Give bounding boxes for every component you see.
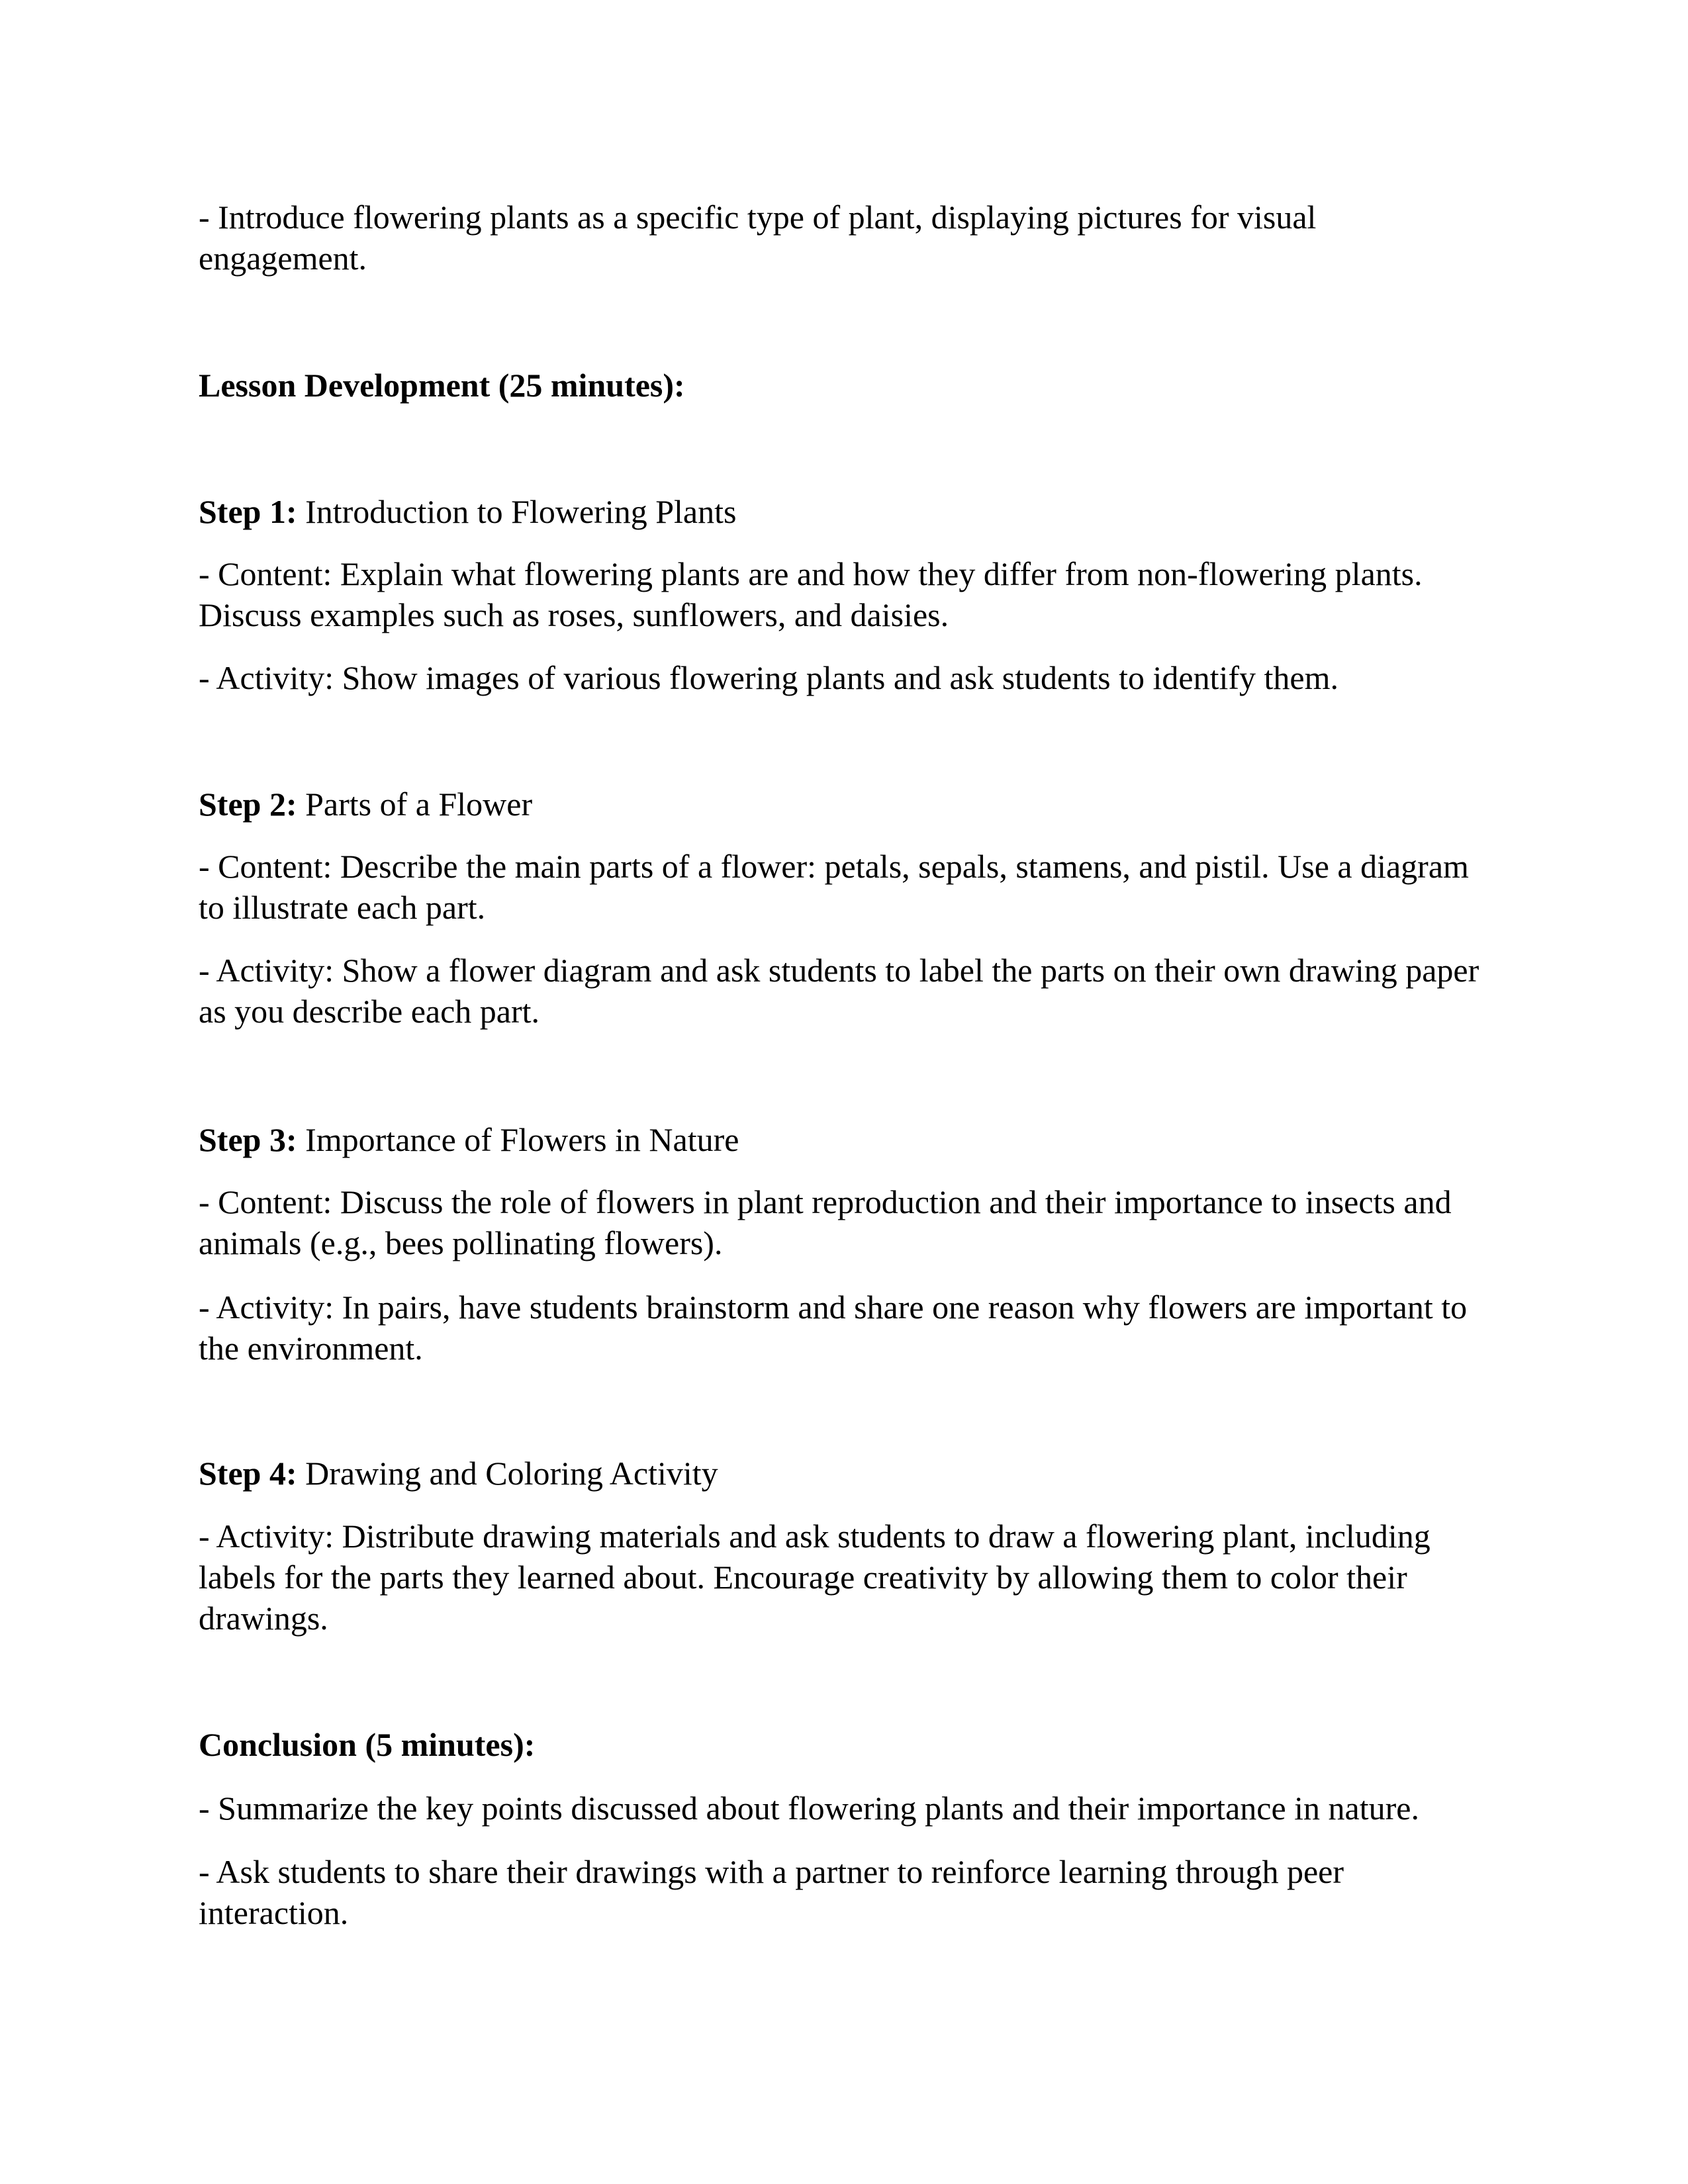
conclusion-heading: Conclusion (5 minutes):: [199, 1726, 536, 1763]
step-2-activity-line: as you describe each part.: [199, 993, 540, 1030]
step-2-heading: [199, 784, 532, 825]
step-1-heading: [199, 491, 736, 532]
step-3-heading: [199, 1119, 739, 1160]
intro-line: engagement.: [199, 240, 367, 277]
conclusion-bullet-line: interaction.: [199, 1894, 349, 1931]
step-3-activity-line: - Activity: In pairs, have students brainstorm and share one reason why flowers are important to: [199, 1289, 1468, 1326]
step-4-activity-line: - Activity: Distribute drawing materials and ask students to draw a flowering plant, including: [199, 1518, 1430, 1555]
step-2-activity-line: - Activity: Show a flower diagram and ask students to label the parts on their own drawing paper: [199, 952, 1479, 989]
step-4-activity-line: drawings.: [199, 1600, 328, 1637]
step-label: Step 1:: [199, 493, 297, 530]
step-3-content-line: animals (e.g., bees pollinating flowers).: [199, 1224, 723, 1261]
conclusion-bullet-line: - Ask students to share their drawings with a partner to reinforce learning through peer: [199, 1853, 1344, 1890]
step-1-content-line: - Content: Explain what flowering plants are and how they differ from non-flowering plants.: [199, 555, 1423, 592]
step-title: Parts of a Flower: [297, 786, 533, 823]
step-3-activity-line: the environment.: [199, 1330, 423, 1367]
lesson-development-heading: Lesson Development (25 minutes):: [199, 367, 685, 404]
step-4-heading: [199, 1453, 718, 1494]
conclusion-bullet-line: - Summarize the key points discussed about flowering plants and their importance in nature.: [199, 1790, 1419, 1827]
step-1-content-line: Discuss examples such as roses, sunflowers, and daisies.: [199, 596, 949, 633]
step-label: Step 3:: [199, 1121, 297, 1158]
step-3-content-line: - Content: Discuss the role of flowers in plant reproduction and their importance to insects and: [199, 1183, 1452, 1220]
step-label: Step 4:: [199, 1455, 297, 1492]
intro-line: - Introduce flowering plants as a specific type of plant, displaying pictures for visual: [199, 199, 1317, 236]
step-label: Step 2:: [199, 786, 297, 823]
step-1-activity-line: - Activity: Show images of various flowering plants and ask students to identify them.: [199, 659, 1338, 696]
step-title: Introduction to Flowering Plants: [297, 493, 737, 530]
step-4-activity-line: labels for the parts they learned about. Encourage creativity by allowing them to color their: [199, 1559, 1407, 1596]
step-title: Drawing and Coloring Activity: [297, 1455, 718, 1492]
step-2-content-line: to illustrate each part.: [199, 889, 486, 926]
step-title: Importance of Flowers in Nature: [297, 1121, 739, 1158]
step-2-content-line: - Content: Describe the main parts of a flower: petals, sepals, stamens, and pistil. Use a diagram: [199, 848, 1469, 885]
